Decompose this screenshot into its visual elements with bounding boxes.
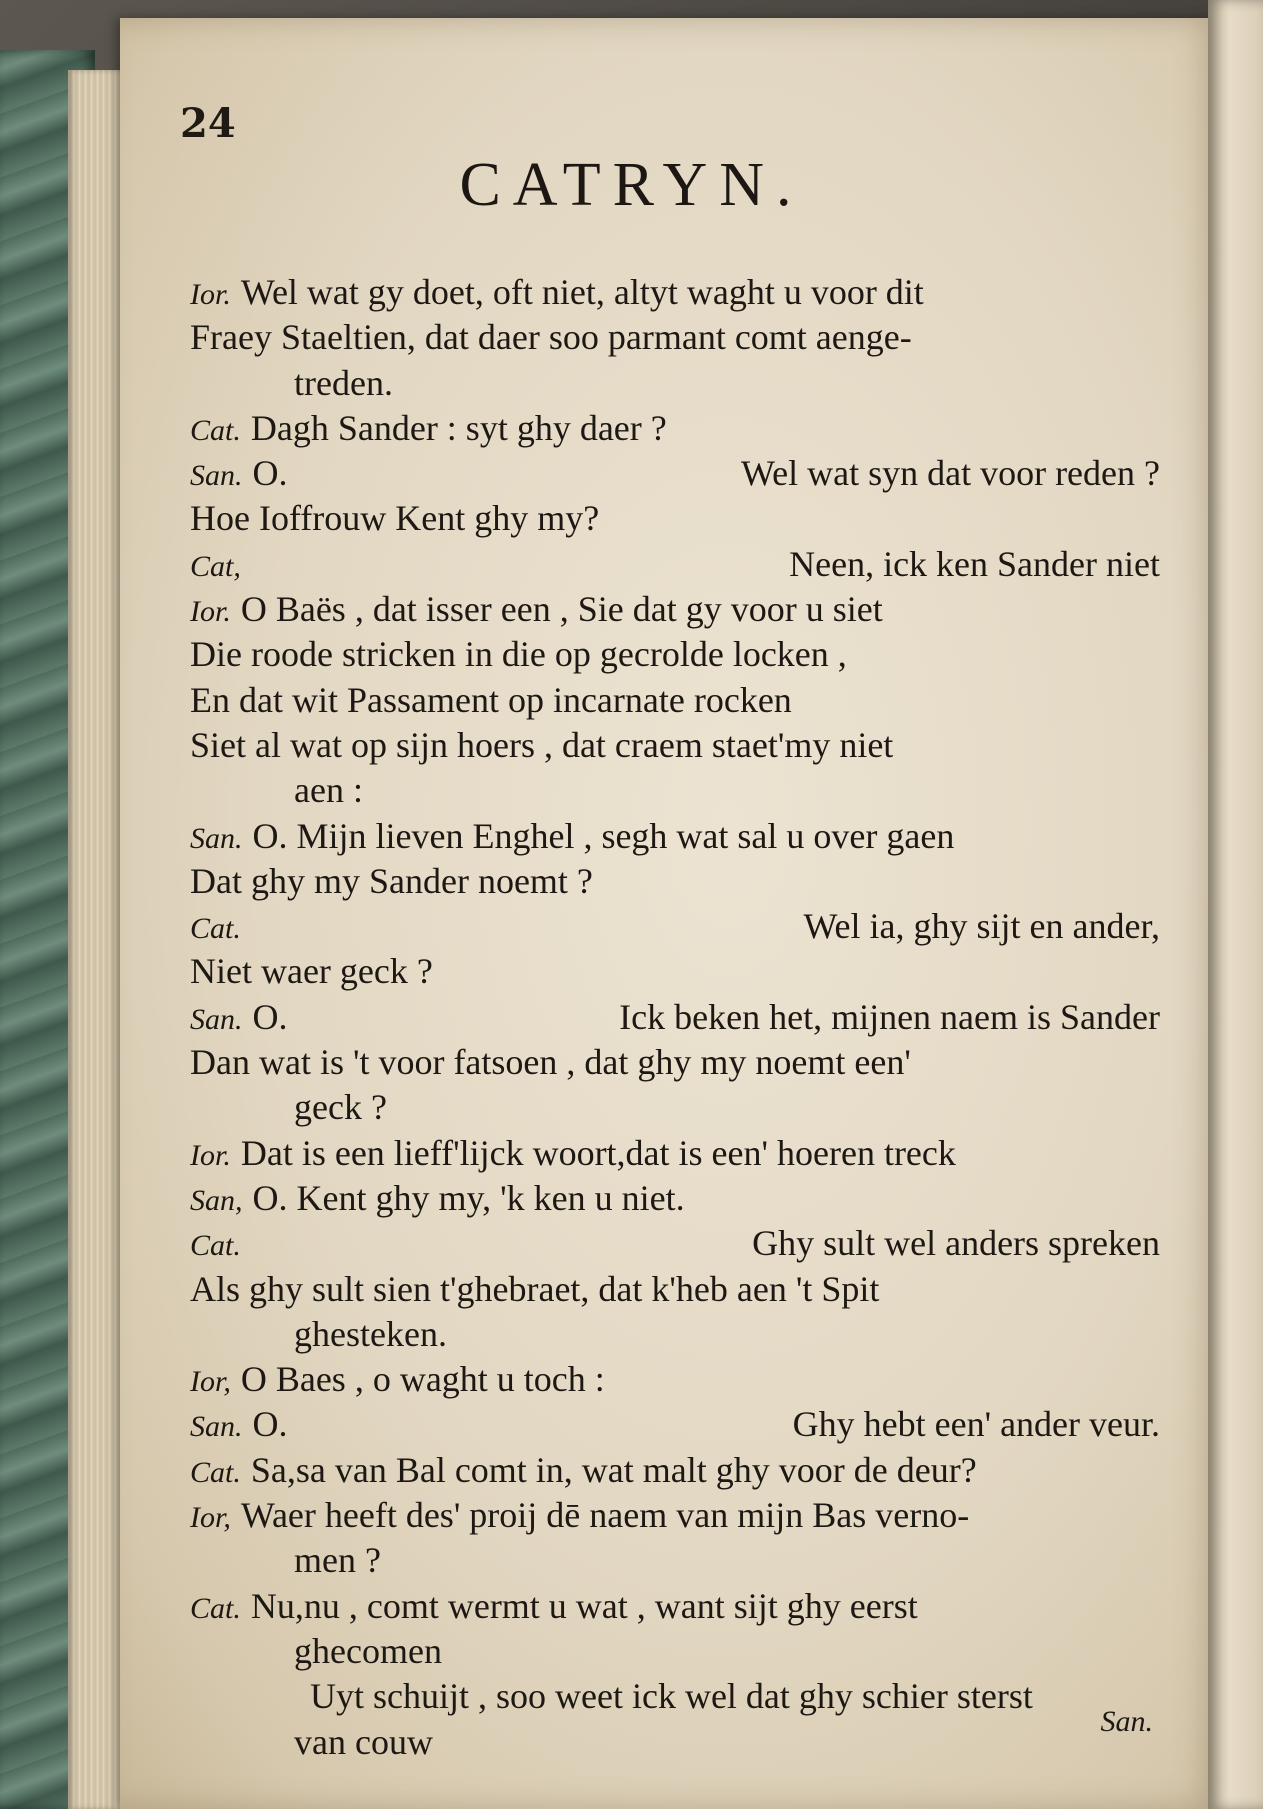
text-line [190,904,1160,949]
line-text: O. Mijn lieven Enghel , segh wat sal u over gaen [252,815,955,856]
text-line [190,542,1160,587]
page-number: 24 [180,100,236,147]
line-text: O. Kent ghy my, 'k ken u niet. [252,1177,685,1218]
line-text: men ? [294,1540,381,1581]
play-text [190,270,1160,1765]
text-line [190,1584,1160,1629]
line-text-continuation: Wel wat syn dat voor reden ? [741,453,1160,494]
line-text-continuation: Ick beken het, mijnen naem is Sander [619,996,1160,1037]
text-line [190,1357,1160,1402]
line-text: Die roode stricken in die op gecrolde locken , [190,634,847,675]
text-line [190,361,1160,406]
text-line [190,1448,1160,1493]
text-line [190,1267,1160,1312]
text-line [190,1040,1160,1085]
line-text: Dagh Sander : syt ghy daer ? [250,407,667,448]
speaker-label: Cat, [190,549,241,583]
line-text: Wel wat gy doet, oft niet, altyt waght u voor dit [240,272,924,312]
line-text: ghecomen [294,1630,442,1671]
text-line [190,995,1160,1040]
line-text: Dat ghy my Sander noemt ? [190,860,593,901]
line-text: Als ghy sult sien t'ghebraet, dat k'heb aen 't Spit [190,1268,880,1309]
text-line [190,270,1160,315]
line-text-continuation: Neen, ick ken Sander niet [789,543,1160,584]
text-line [190,859,1160,904]
line-text: geck ? [294,1087,387,1128]
line-text: Uyt schuijt , soo weet ick wel dat ghy schier sterst [310,1676,1033,1717]
facing-page-edge [1208,0,1263,1809]
text-line [190,949,1160,994]
speaker-label: Ior, [190,1501,231,1535]
speaker-label: Cat. [190,1455,241,1489]
line-text: O Baës , dat isser een , Sie dat gy voor u siet [240,589,883,630]
text-line [190,1176,1160,1221]
text-line [190,587,1160,632]
speaker-label: San. [190,1410,243,1444]
line-text: Waer heeft des' proij dē naem van mijn Bas verno- [240,1495,970,1536]
text-line [190,1131,1160,1176]
speaker-label: San. [190,821,243,855]
line-text: van couw [294,1721,433,1762]
catchword: San. [1100,1705,1153,1738]
text-line [190,451,1160,496]
line-text: En dat wit Passament op incarnate rocken [190,679,792,720]
text-line [190,1629,1160,1674]
text-line [190,496,1160,541]
speaker-label: San. [190,1002,243,1036]
speaker-label: San, [190,1183,243,1217]
speaker-label: Ior. [190,278,231,311]
speaker-label: Ior. [190,1138,231,1172]
speaker-label: Cat. [190,1229,241,1263]
text-line [190,1674,1160,1719]
line-text: O Baes , o waght u toch : [240,1359,605,1400]
line-text-continuation: Ghy hebt een' ander veur. [792,1404,1160,1445]
line-text: ghesteken. [294,1313,447,1354]
text-line [190,1493,1160,1538]
line-text: O. [252,1404,288,1445]
speaker-label: Cat. [190,1591,241,1625]
text-line [190,678,1160,723]
speaker-label: Ior. [190,595,231,629]
text-line [190,814,1160,859]
line-text: Hoe Ioffrouw Kent ghy my? [190,498,600,539]
line-text: Nu,nu , comt wermt u wat , want sijt ghy eerst [250,1585,918,1626]
line-text: aen : [294,770,363,811]
line-text-continuation: Wel ia, ghy sijt en ander, [803,906,1160,947]
line-text: treden. [294,362,393,403]
text-line [190,1402,1160,1447]
text-line [190,315,1160,360]
text-line [190,632,1160,677]
speaker-label: Cat. [190,912,241,946]
line-text: O. [252,453,288,494]
speaker-label: Ior, [190,1365,231,1399]
running-title: CATRYN. [459,151,804,219]
line-text: Dan wat is 't voor fatsoen , dat ghy my noemt een' [190,1042,911,1083]
line-text: Fraey Staeltien, dat daer soo parmant comt aenge- [190,317,912,358]
line-text: O. [252,996,288,1037]
line-text: Dat is een lieff'lijck woort,dat is een' hoeren treck [240,1132,956,1173]
text-line [190,1221,1160,1266]
text-line [190,406,1160,451]
speaker-label: Cat. [190,413,241,447]
text-line [190,1720,1160,1765]
speaker-label: San. [190,459,243,493]
line-text-continuation: Ghy sult wel anders spreken [752,1223,1160,1264]
line-text: Niet waer geck ? [190,951,433,992]
text-line [190,1085,1160,1130]
text-line [190,768,1160,813]
text-line [190,1538,1160,1583]
text-line [190,1312,1160,1357]
text-line [190,723,1160,768]
line-text: Siet al wat op sijn hoers , dat craem staet'my niet [190,724,894,765]
line-text: Sa,sa van Bal comt in, wat malt ghy voor de deur? [250,1449,977,1490]
